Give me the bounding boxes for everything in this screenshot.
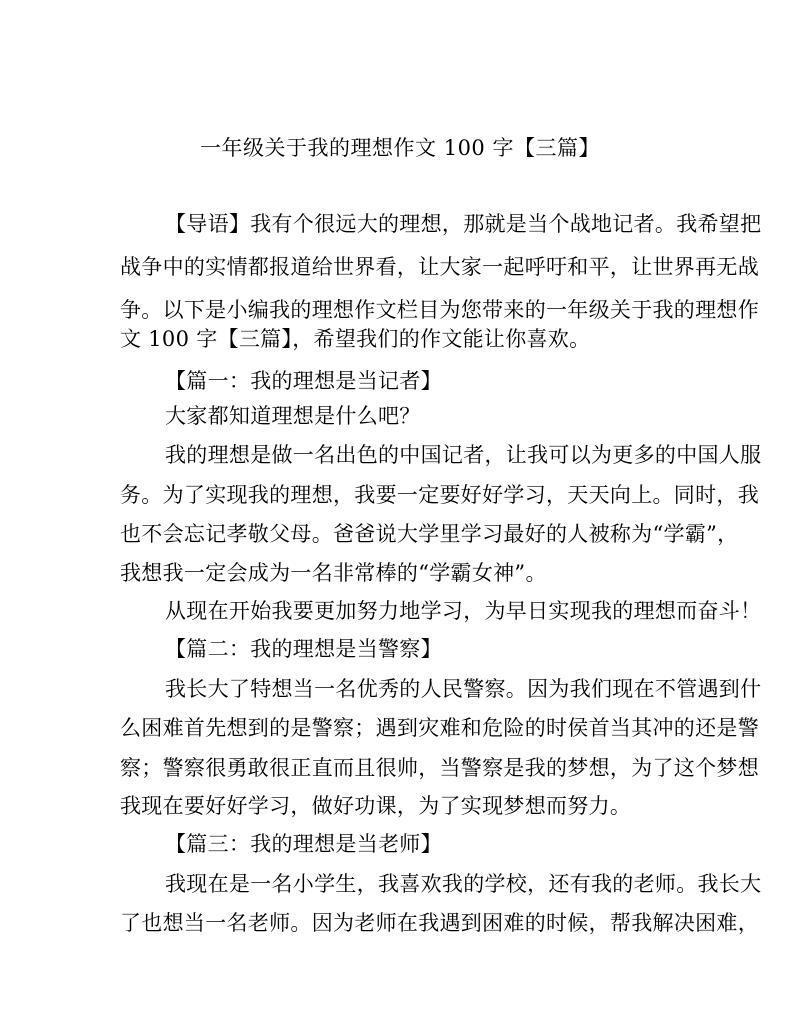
text-line: 了也想当一名老师。因为老师在我遇到困难的时候，帮我解决困难， — [120, 911, 759, 935]
text-line: 务。为了实现我的理想，我要一定要好好学习，天天向上。同时，我 — [120, 483, 759, 507]
document-title: 一年级关于我的理想作文 100 字【三篇】 — [200, 136, 600, 160]
text-line: 争。以下是小编我的理想作文栏目为您带来的一年级关于我的理想作 — [120, 298, 759, 322]
text-line: 【导语】我有个很远大的理想，那就是当个战地记者。我希望把 — [165, 212, 762, 236]
text-line: 么困难首先想到的是警察；遇到灾难和危险的时侯首当其冲的还是警 — [120, 716, 759, 740]
text-line: 我长大了特想当一名优秀的人民警察。因为我们现在不管遇到什 — [165, 677, 762, 701]
section-heading: 【篇三：我的理想是当老师】 — [165, 832, 442, 856]
text-line: 战争中的实情都报道给世界看，让大家一起呼吁和平，让世界再无战 — [120, 255, 759, 279]
text-line: 我现在要好好学习，做好功课，为了实现梦想而努力。 — [120, 794, 632, 818]
text-line: 我的理想是做一名出色的中国记者，让我可以为更多的中国人服 — [165, 443, 762, 467]
text-line: 从现在开始我要更加努力地学习，为早日实现我的理想而奋斗！ — [165, 599, 762, 623]
text-line: 也不会忘记孝敬父母。爸爸说大学里学习最好的人被称为“学霸”， — [120, 522, 739, 546]
section-heading: 【篇二：我的理想是当警察】 — [165, 637, 442, 661]
text-line: 察；警察很勇敢很正直而且很帅，当警察是我的梦想，为了这个梦想 — [120, 756, 759, 780]
text-line: 文 100 字【三篇】，希望我们的作文能让你喜欢。 — [120, 327, 591, 351]
section-heading: 【篇一：我的理想是当记者】 — [165, 369, 442, 393]
text-line: 我想我一定会成为一名非常棒的“学霸女神”。 — [120, 561, 547, 585]
text-line: 大家都知道理想是什么吧？ — [165, 404, 421, 428]
text-line: 我现在是一名小学生，我喜欢我的学校，还有我的老师。我长大 — [165, 872, 762, 896]
